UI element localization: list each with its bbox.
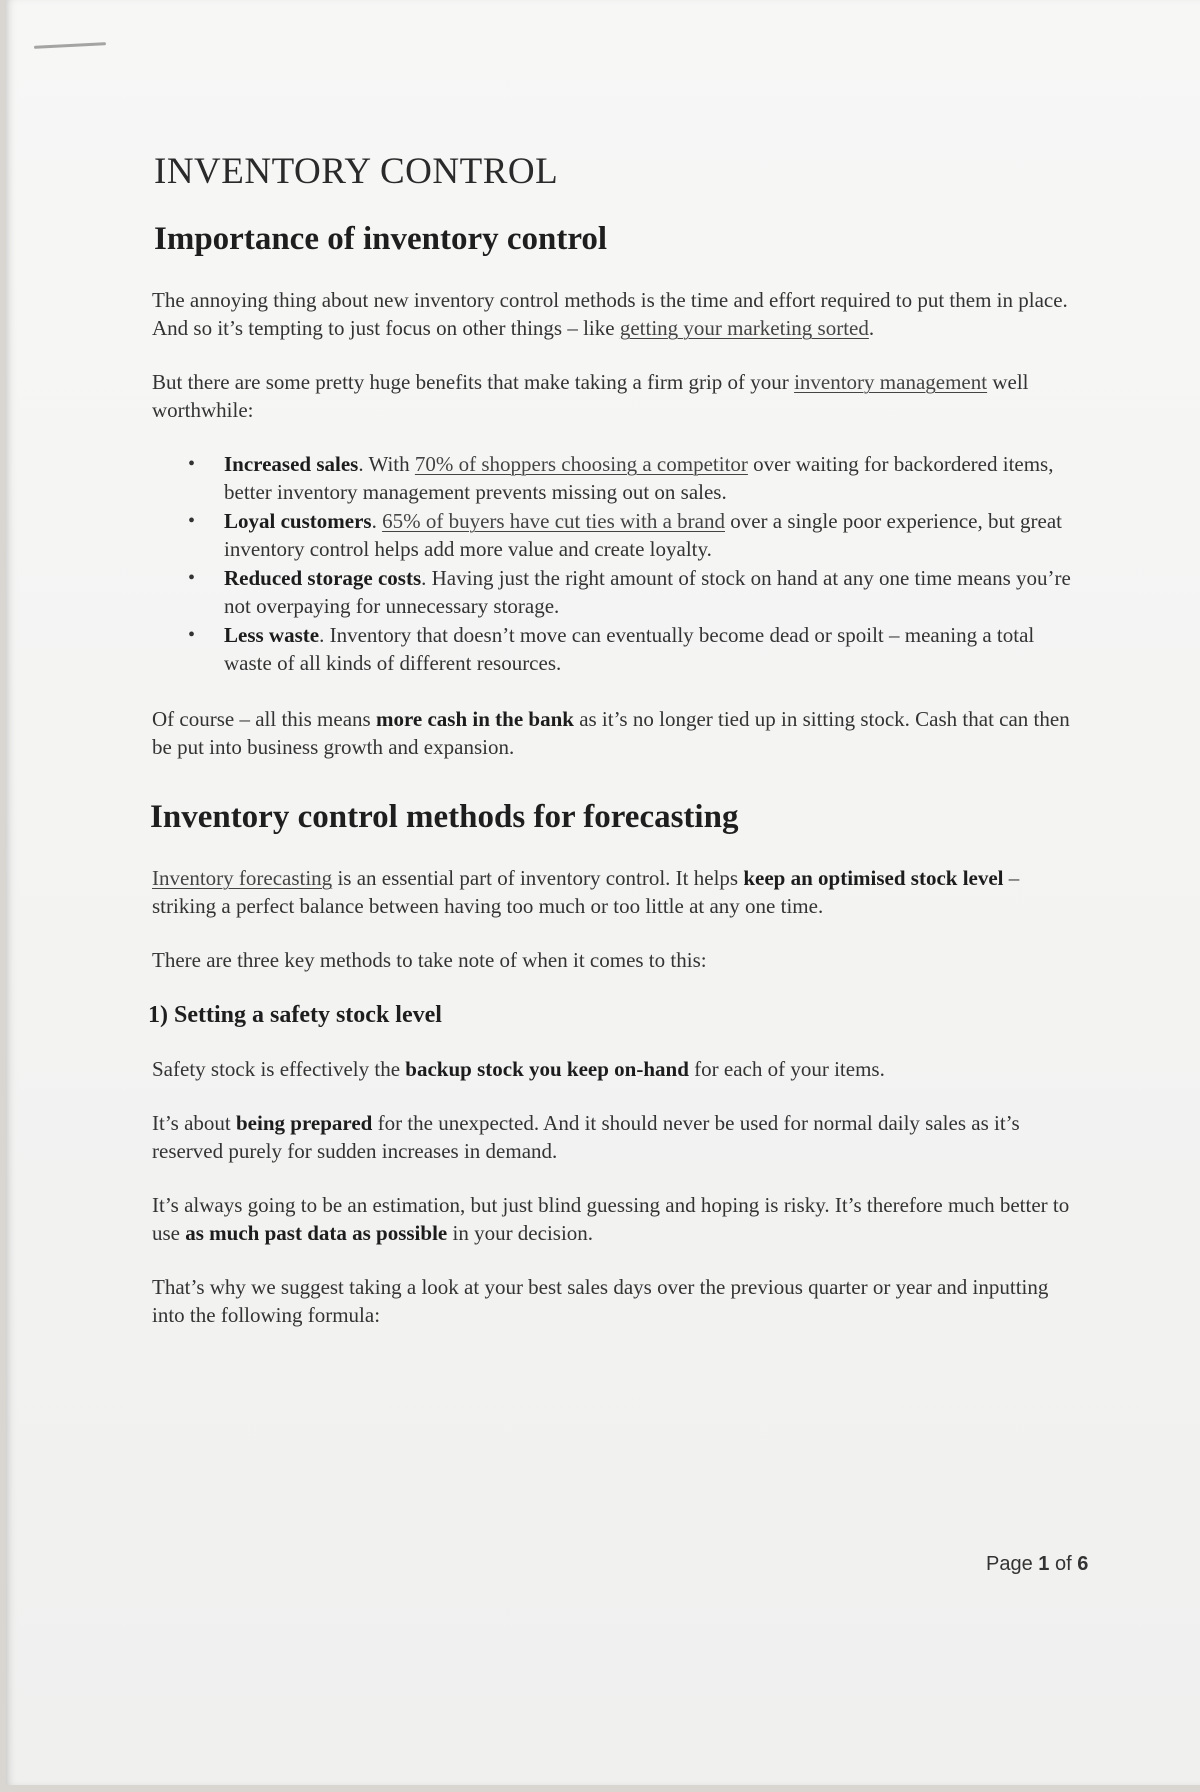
page-number [986, 1553, 1088, 1576]
list-item [146, 621, 1086, 677]
list-item-text: over a single poor experience, but great inventory control helps add more value and create loyalty. [224, 509, 1063, 561]
document-page [6, 0, 1200, 1785]
paragraph-formula-intro: That’s why we suggest taking a look at your best sales days over the previous quarter or year and inputting into the following formula: [152, 1275, 1049, 1327]
list-item [146, 564, 1086, 620]
list-item-text: . Having just the right amount of stock on hand at any one time means you’re not overpaying for unnecessary storage. [224, 566, 1071, 618]
bullet-icon: • [188, 567, 196, 589]
of-label: of [1054, 1553, 1072, 1575]
paragraph-three-methods: There are three key methods to take note of when it comes to this: [152, 948, 707, 972]
pen-mark [34, 42, 106, 49]
paragraph-safety-stock [152, 1055, 1086, 1083]
list-item-title: Increased sales [224, 452, 359, 476]
list-item [146, 507, 1086, 563]
paragraph-text: Of course – all this means [152, 707, 376, 731]
list-item-text: . Inventory that doesn’t move can eventually become dead or spoilt – meaning a total waste of all kinds of different resources. [224, 623, 1035, 675]
link-inventory-forecasting[interactable]: Inventory forecasting [152, 866, 333, 890]
page-label: Page [986, 1553, 1033, 1575]
link-buyers-cut-ties[interactable]: 65% of buyers have cut ties with a brand [382, 509, 725, 533]
sub-heading-safety-stock: 1) Setting a safety stock level [148, 1002, 442, 1028]
paragraph-text: It’s about [152, 1111, 236, 1135]
paragraph-text: for each of your items. [688, 1057, 885, 1081]
paragraph-text: as it’s no longer tied up in sitting stock. Cash that can then be put into business growth and expansion. [152, 707, 1070, 759]
paragraph-estimation [152, 1191, 1086, 1247]
bold-text: being prepared [236, 1111, 373, 1135]
bold-text: more cash in the bank [375, 707, 574, 731]
paragraph-text: – striking a perfect balance between having too much or too little at any one time. [152, 866, 1020, 918]
current-page: 1 [1038, 1553, 1050, 1575]
paragraph-prepared [152, 1109, 1086, 1165]
page-content [146, 150, 1086, 1355]
paragraph-text: is an essential part of inventory control. It helps [332, 866, 744, 890]
paragraph-text: It’s always going to be an estimation, but just blind guessing and hoping is risky. It’s therefore much better to use [152, 1193, 1070, 1245]
bold-text: as much past data as possible [185, 1221, 448, 1245]
document-title: INVENTORY CONTROL [154, 151, 559, 192]
paragraph-text: The annoying thing about new inventory control methods is the time and effort required to put them in place. And so it’s tempting to just focus on other things – like [152, 288, 1068, 340]
link-inventory-management[interactable]: inventory management [794, 370, 988, 394]
list-item-text: over waiting for backordered items, better inventory management prevents missing out on sales. [224, 452, 1054, 504]
benefits-list [146, 450, 1086, 677]
paragraph-text: in your decision. [447, 1221, 594, 1245]
paragraph-text: for the unexpected. And it should never be used for normal daily sales as it’s reserved purely for sudden increases in demand. [152, 1111, 1020, 1163]
section-heading-forecasting: Inventory control methods for forecasting [150, 799, 739, 835]
link-shoppers-competitor[interactable]: 70% of shoppers choosing a competitor [414, 452, 748, 476]
paragraph-text: Safety stock is effectively the [152, 1057, 406, 1081]
link-marketing[interactable]: getting your marketing sorted [619, 316, 869, 340]
list-item [146, 450, 1086, 506]
bold-text: keep an optimised stock level [743, 866, 1004, 890]
bullet-icon: • [188, 510, 196, 532]
list-item-title: Loyal customers [224, 509, 372, 533]
total-pages: 6 [1077, 1553, 1089, 1575]
paragraph-intro [152, 286, 1086, 342]
paragraph-text: . [868, 316, 875, 340]
bullet-icon: • [188, 624, 196, 646]
paragraph-benefits-intro [152, 368, 1086, 424]
list-item-text: . With [358, 452, 415, 476]
paragraph-text: well worthwhile: [152, 370, 1029, 422]
section-heading-importance: Importance of inventory control [154, 221, 608, 257]
bold-text: backup stock you keep on-hand [405, 1057, 689, 1081]
list-item-title: Reduced storage costs [224, 566, 422, 590]
paragraph-text: But there are some pretty huge benefits that make taking a firm grip of your [152, 370, 795, 394]
paragraph-forecasting [152, 864, 1086, 920]
list-item-text: . [371, 509, 383, 533]
bullet-icon: • [188, 453, 196, 475]
list-item-title: Less waste [224, 623, 320, 647]
paragraph-cash [152, 705, 1086, 761]
